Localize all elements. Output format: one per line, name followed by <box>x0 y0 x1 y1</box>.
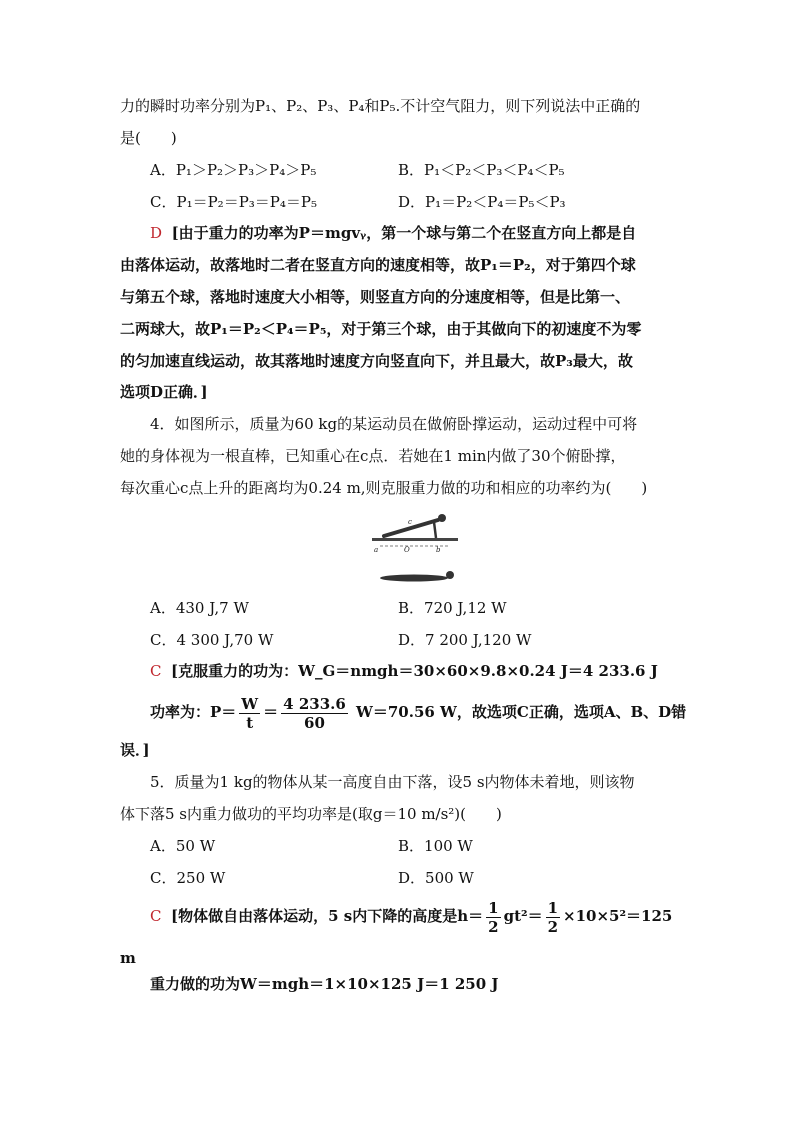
q3-option-d: D．P₁＝P₂＜P₄＝P₅＜P₃ <box>398 193 566 211</box>
q4-explanation-end: 误．] <box>120 741 150 759</box>
q5-option-b: B．100 W <box>398 837 473 855</box>
power-prefix: 功率为：P＝ <box>150 703 237 721</box>
q5-answer: C <box>150 907 162 925</box>
fraction-one-half-a <box>486 899 500 936</box>
q3-explanation-line4: 二两球大，故P₁＝P₂＜P₄＝P₅，对于第三个球，由于其做向下的初速度不为零 <box>120 320 642 338</box>
q4-option-c: C．4 300 J,70 W <box>150 631 274 649</box>
q5-explanation-wrap: m <box>120 949 136 967</box>
q5-mid2: ×10×5²＝125 <box>563 907 673 925</box>
q4-explain-text: [克服重力的功为：W_G＝nmgh＝30×60×9.8×0.24 J＝4 233.6 J <box>171 662 658 680</box>
label-c: c <box>408 518 412 526</box>
exercise-mat <box>372 538 458 541</box>
q3-explanation-line3: 与第五个球，落地时速度大小相等，则竖直方向的分速度相等，但是比第一、 <box>120 288 631 306</box>
q3-explain-text-1: [由于重力的功率为P＝mgvᵧ，第一个球与第二个在竖直方向上都是自 <box>171 224 637 242</box>
label-b: b <box>436 546 441 554</box>
fraction-work-time <box>281 695 348 732</box>
q4-power-line <box>150 692 686 732</box>
label-a: a <box>374 546 379 554</box>
frac2-den: 60 <box>304 713 325 732</box>
q3-stem-line1: 力的瞬时功率分别为P₁、P₂、P₃、P₄和P₅.不计空气阻力，则下列说法中正确的 <box>120 97 641 115</box>
q3-stem-line2: 是( ) <box>120 129 177 147</box>
q4-explanation-line1 <box>150 661 658 681</box>
q4-option-b: B．720 J,12 W <box>398 599 507 617</box>
q3-answer: D <box>150 224 163 242</box>
q3-explanation-line6: 选项D正确．] <box>120 383 208 401</box>
frac-b-den: 2 <box>547 917 559 936</box>
frac-a-num: 1 <box>488 898 499 917</box>
q3-option-c: C．P₁＝P₂＝P₃＝P₄＝P₅ <box>150 193 318 211</box>
q4-stem-line2: 她的身体视为一根直棒，已知重心在c点．若她在1 min内做了30个俯卧撑， <box>120 447 626 465</box>
q4-stem-line1: 4．如图所示，质量为60 kg的某运动员在做俯卧撑运动，运动过程中可将 <box>150 415 638 433</box>
arm-up <box>434 522 436 538</box>
q4-option-d: D．7 200 J,120 W <box>398 631 532 649</box>
q3-explanation-line5: 的匀加速直线运动，故其落地时速度方向竖直向下，并且最大，故P₃最大，故 <box>120 352 633 370</box>
fraction-w-t <box>239 695 260 732</box>
q5-option-d: D．500 W <box>398 869 474 887</box>
q5-option-c: C．250 W <box>150 869 226 887</box>
label-o: O <box>404 546 410 554</box>
q5-option-a: A．50 W <box>150 837 216 855</box>
q5-stem-line1: 5．质量为1 kg的物体从某一高度自由下落，设5 s内物体未着地，则该物 <box>150 773 635 791</box>
q5-explanation-line1 <box>150 896 672 936</box>
fraction-one-half-b <box>546 899 560 936</box>
q4-option-a: A．430 J,7 W <box>150 599 249 617</box>
q3-option-b: B．P₁＜P₂＜P₃＜P₄＜P₅ <box>398 161 565 179</box>
q4-answer: C <box>150 662 162 680</box>
q5-explain-prefix: [物体做自由落体运动，5 s内下降的高度是h＝ <box>171 907 484 925</box>
q3-option-a: A．P₁＞P₂＞P₃＞P₄＞P₅ <box>150 161 317 179</box>
head-up <box>438 514 446 522</box>
body-plank-down <box>380 575 448 582</box>
q3-explanation-line2: 由落体运动，故落地时二者在竖直方向的速度相等，故P₁＝P₂，对于第四个球 <box>120 256 636 274</box>
q5-explanation-line3: 重力做的功为W＝mgh＝1×10×125 J＝1 250 J <box>150 975 499 993</box>
power-suffix: W＝70.56 W，故选项C正确，选项A、B、D错 <box>350 703 687 721</box>
frac-b-num: 1 <box>547 898 559 917</box>
power-eq: ＝ <box>263 703 279 721</box>
frac1-den: t <box>246 713 254 732</box>
q3-explanation-line1 <box>150 223 636 243</box>
frac1-num: W <box>241 694 259 713</box>
head-down <box>446 571 454 579</box>
pushup-figure <box>370 508 460 588</box>
frac2-num: 4 233.6 <box>283 694 346 713</box>
q5-mid1: gt²＝ <box>503 907 543 925</box>
frac-a-den: 2 <box>488 917 499 936</box>
q5-stem-line2: 体下落5 s内重力做功的平均功率是(取g＝10 m/s²)( ) <box>120 805 502 823</box>
q4-stem-line3: 每次重心c点上升的距离均为0.24 m,则克服重力做的功和相应的功率约为( ) <box>120 479 648 497</box>
